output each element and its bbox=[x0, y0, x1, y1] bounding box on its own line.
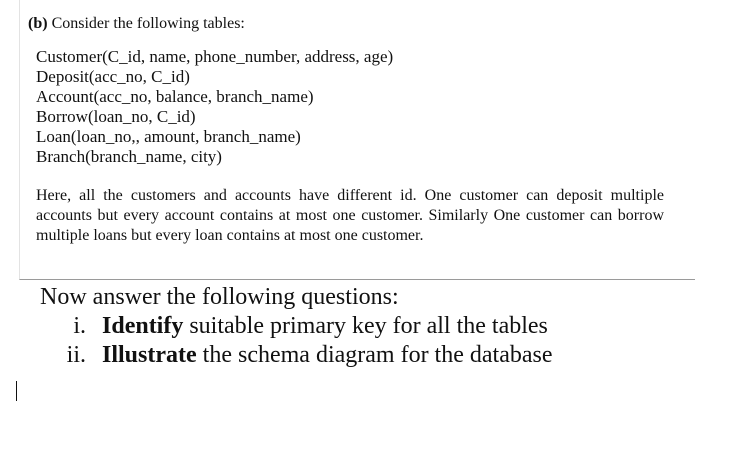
table-list bbox=[36, 47, 393, 167]
task-number: i. bbox=[73, 313, 86, 339]
text-cursor bbox=[16, 381, 17, 401]
task-number: ii. bbox=[66, 342, 86, 368]
task-rest: the schema diagram for the database bbox=[196, 342, 553, 368]
task-verb: Illustrate bbox=[102, 342, 197, 368]
question-label: (b) bbox=[28, 15, 48, 32]
task-text bbox=[102, 312, 548, 341]
table-customer: Customer(C_id, name, phone_number, address, age) bbox=[36, 47, 394, 66]
task-rest: suitable primary key for all the tables bbox=[183, 313, 548, 339]
tasks-title: Now answer the following questions: bbox=[40, 284, 399, 310]
task-list bbox=[40, 312, 553, 370]
task-verb: Identify bbox=[102, 313, 184, 339]
table-account: Account(acc_no, balance, branch_name) bbox=[36, 87, 314, 106]
table-loan: Loan(loan_no,, amount, branch_name) bbox=[36, 127, 301, 146]
question-intro: Consider the following tables: bbox=[51, 15, 245, 32]
question-heading bbox=[28, 14, 245, 34]
table-deposit: Deposit(acc_no, C_id) bbox=[36, 67, 190, 86]
tasks-section bbox=[40, 283, 553, 370]
task-item bbox=[40, 341, 553, 370]
task-text bbox=[102, 341, 553, 370]
table-branch: Branch(branch_name, city) bbox=[36, 147, 222, 166]
description-paragraph: Here, all the customers and accounts have different id. One customer can deposit multiple accounts but every account contains at most one customer. Similarly One customer can borrow multiple loans but every loan contains at most one customer. bbox=[36, 187, 664, 244]
table-borrow: Borrow(loan_no, C_id) bbox=[36, 107, 196, 126]
question-panel bbox=[19, 0, 695, 280]
task-item bbox=[40, 312, 553, 341]
